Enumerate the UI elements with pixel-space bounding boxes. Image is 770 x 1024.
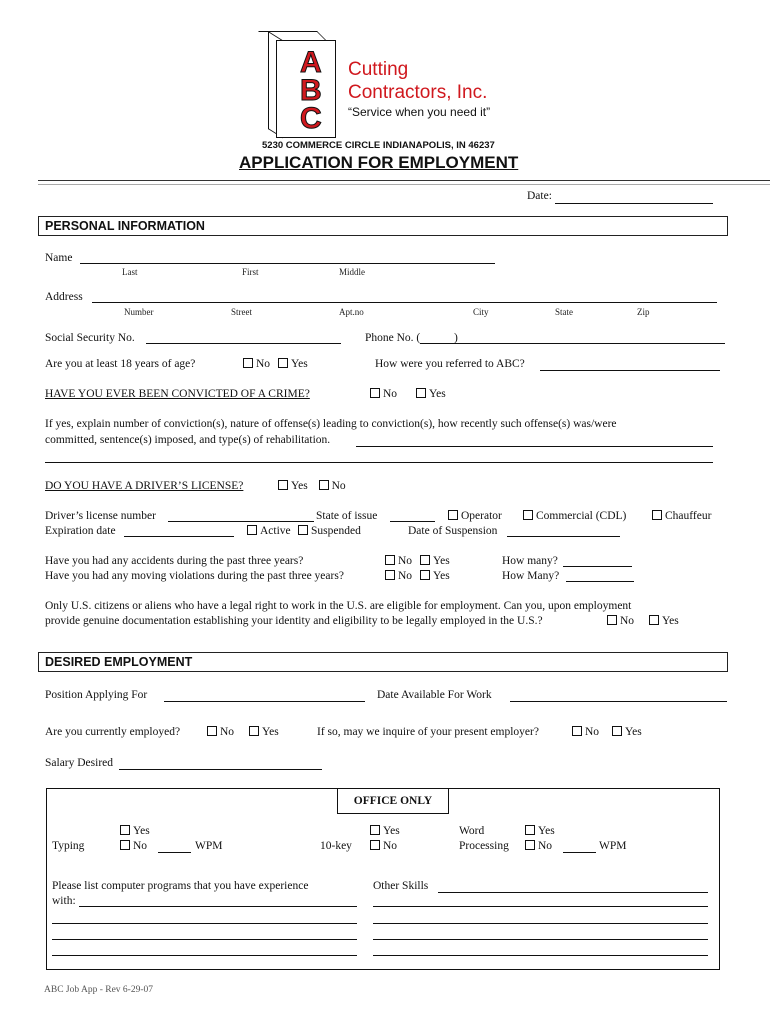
- typing-yes-checkbox[interactable]: [120, 825, 130, 835]
- state-issue-field[interactable]: [390, 521, 435, 522]
- age-no-checkbox[interactable]: [243, 358, 253, 368]
- crime-yes-label: Yes: [428, 388, 446, 400]
- date-available-label: Date Available For Work: [377, 689, 492, 701]
- address-sub-zip: Zip: [637, 307, 650, 317]
- operator-checkbox[interactable]: [448, 510, 458, 520]
- title-divider: [38, 180, 770, 181]
- office-only-title: OFFICE ONLY: [337, 788, 449, 814]
- explain-field-2[interactable]: [45, 462, 713, 463]
- active-label: Active: [260, 525, 291, 537]
- accidents-yes-checkbox[interactable]: [420, 555, 430, 565]
- company-name-line2: Contractors, Inc.: [348, 82, 488, 103]
- address-sub-city: City: [473, 307, 489, 317]
- programs-label-line2: with:: [52, 895, 76, 907]
- inquire-yes-checkbox[interactable]: [612, 726, 622, 736]
- footer-revision: ABC Job App - Rev 6-29-07: [44, 985, 153, 995]
- address-sub-number: Number: [124, 307, 154, 317]
- violations-how-many-label: How Many?: [502, 570, 560, 582]
- desired-employment-heading: DESIRED EMPLOYMENT: [38, 652, 728, 672]
- inquire-no-checkbox[interactable]: [572, 726, 582, 736]
- word-no-checkbox[interactable]: [525, 840, 535, 850]
- word-no-label: No: [538, 840, 553, 852]
- programs-field-4[interactable]: [52, 955, 357, 956]
- logo-letter-b: B: [300, 74, 322, 107]
- active-checkbox[interactable]: [247, 525, 257, 535]
- explain-text-line2: committed, sentence(s) imposed, and type(s) of rehabilitation.: [45, 434, 331, 446]
- chauffeur-checkbox[interactable]: [652, 510, 662, 520]
- address-sub-aptno: Apt.no: [339, 307, 364, 317]
- typing-yes-option: [120, 825, 150, 837]
- suspension-date-field[interactable]: [507, 536, 620, 537]
- crime-no-label: No: [383, 388, 398, 400]
- word-no-option: [525, 840, 552, 852]
- inquire-options: [572, 726, 642, 738]
- referred-label: How were you referred to ABC?: [375, 358, 525, 370]
- programs-label-line1: Please list computer programs that you have experience: [52, 880, 309, 892]
- accidents-yes-label: Yes: [432, 555, 450, 567]
- license-no-label: No: [331, 480, 346, 492]
- license-number-label: Driver’s license number: [45, 510, 156, 522]
- typing-no-label: No: [133, 840, 148, 852]
- citizen-no-checkbox[interactable]: [607, 615, 617, 625]
- employed-yes-label: Yes: [261, 726, 279, 738]
- age-no-label: No: [256, 358, 271, 370]
- age-yes-label: Yes: [290, 358, 308, 370]
- referred-field[interactable]: [540, 370, 720, 371]
- employed-question: Are you currently employed?: [45, 726, 181, 738]
- citizen-no-label: No: [620, 615, 635, 627]
- commercial-label: Commercial (CDL): [536, 510, 627, 522]
- other-skills-field-2[interactable]: [373, 906, 708, 907]
- violations-no-label: No: [398, 570, 413, 582]
- explain-field-1[interactable]: [356, 446, 713, 447]
- suspended-label: Suspended: [311, 525, 361, 537]
- other-skills-field-4[interactable]: [373, 939, 708, 940]
- crime-yes-checkbox[interactable]: [416, 388, 426, 398]
- suspended-option: [298, 525, 361, 537]
- violations-yes-checkbox[interactable]: [420, 570, 430, 580]
- crime-question: HAVE YOU EVER BEEN CONVICTED OF A CRIME?: [45, 388, 310, 400]
- citizen-text-line1: Only U.S. citizens or aliens who have a legal right to work in the U.S. are eligible for employment. Can you, upon employment: [45, 600, 632, 612]
- position-field[interactable]: [164, 701, 365, 702]
- typing-label: Typing: [52, 840, 85, 852]
- violations-yes-label: Yes: [432, 570, 450, 582]
- company-address: 5230 COMMERCE CIRCLE INDIANAPOLIS, IN 46237: [262, 140, 495, 151]
- tenkey-label: 10-key: [320, 840, 352, 852]
- operator-option: [448, 510, 502, 522]
- office-only-box: [46, 788, 720, 970]
- citizen-yes-checkbox[interactable]: [649, 615, 659, 625]
- employed-no-checkbox[interactable]: [207, 726, 217, 736]
- citizen-options: [607, 615, 679, 627]
- name-field[interactable]: [80, 263, 495, 264]
- word-label: Word: [459, 825, 485, 837]
- salary-field[interactable]: [119, 769, 322, 770]
- age-options: [243, 358, 308, 370]
- license-options: [278, 480, 346, 492]
- tenkey-no-checkbox[interactable]: [370, 840, 380, 850]
- commercial-option: [523, 510, 626, 522]
- programs-field-1[interactable]: [79, 906, 357, 907]
- company-name-line1: Cutting: [348, 59, 409, 80]
- crime-no-checkbox[interactable]: [370, 388, 380, 398]
- typing-no-checkbox[interactable]: [120, 840, 130, 850]
- inquire-no-label: No: [585, 726, 600, 738]
- tenkey-no-option: [370, 840, 397, 852]
- programs-field-2[interactable]: [52, 923, 357, 924]
- violations-question: Have you had any moving violations during the past three years?: [45, 570, 344, 582]
- employed-yes-checkbox[interactable]: [249, 726, 259, 736]
- license-yes-label: Yes: [291, 480, 308, 492]
- personal-information-heading: PERSONAL INFORMATION: [38, 216, 728, 236]
- license-no-checkbox[interactable]: [319, 480, 329, 490]
- name-sub-last: Last: [122, 267, 138, 277]
- accidents-options: [385, 555, 450, 567]
- violations-how-many-field[interactable]: [566, 581, 634, 582]
- other-skills-field-1[interactable]: [438, 892, 708, 893]
- accidents-how-many-field[interactable]: [563, 566, 632, 567]
- inquire-question: If so, may we inquire of your present employer?: [317, 726, 539, 738]
- typing-no-option: [120, 840, 147, 852]
- accidents-no-checkbox[interactable]: [385, 555, 395, 565]
- form-title: APPLICATION FOR EMPLOYMENT: [239, 153, 519, 172]
- chauffeur-option: [652, 510, 711, 522]
- processing-label: Processing: [459, 840, 509, 852]
- expiration-label: Expiration date: [45, 525, 116, 537]
- position-label: Position Applying For: [45, 689, 148, 701]
- suspended-checkbox[interactable]: [298, 525, 308, 535]
- typing-wpm-label: WPM: [195, 840, 223, 852]
- operator-label: Operator: [461, 510, 502, 522]
- accidents-no-label: No: [398, 555, 413, 567]
- other-skills-field-5[interactable]: [373, 955, 708, 956]
- date-field[interactable]: [555, 203, 713, 204]
- typing-yes-label: Yes: [133, 825, 150, 837]
- tenkey-no-label: No: [383, 840, 398, 852]
- title-divider-shadow: [38, 184, 770, 185]
- employed-options: [207, 726, 279, 738]
- accidents-question: Have you had any accidents during the past three years?: [45, 555, 304, 567]
- tenkey-yes-label: Yes: [383, 825, 400, 837]
- name-sub-middle: Middle: [339, 267, 365, 277]
- citizen-text-line2: provide genuine documentation establishing your identity and eligibility to be legally employed in the U.S.?: [45, 615, 543, 627]
- expiration-field[interactable]: [124, 536, 234, 537]
- age-question: Are you at least 18 years of age?: [45, 358, 196, 370]
- phone-label: Phone No. (: [365, 332, 421, 344]
- address-sub-street: Street: [231, 307, 252, 317]
- address-sub-state: State: [555, 307, 573, 317]
- violations-options: [385, 570, 450, 582]
- logo-letter-c: C: [300, 102, 322, 135]
- address-field[interactable]: [92, 302, 717, 303]
- violations-no-checkbox[interactable]: [385, 570, 395, 580]
- word-yes-label: Yes: [538, 825, 555, 837]
- inquire-yes-label: Yes: [624, 726, 642, 738]
- date-available-field[interactable]: [510, 701, 727, 702]
- typing-wpm-field[interactable]: [158, 852, 191, 853]
- other-skills-label: Other Skills: [373, 880, 429, 892]
- ssn-field[interactable]: [146, 343, 341, 344]
- word-yes-checkbox[interactable]: [525, 825, 535, 835]
- word-yes-option: [525, 825, 555, 837]
- employed-no-label: No: [220, 726, 235, 738]
- license-yes-checkbox[interactable]: [278, 480, 288, 490]
- word-wpm-label: WPM: [599, 840, 627, 852]
- license-number-field[interactable]: [168, 521, 314, 522]
- tenkey-yes-checkbox[interactable]: [370, 825, 380, 835]
- name-label: Name: [45, 252, 73, 264]
- phone-close: ): [454, 332, 458, 344]
- word-wpm-field[interactable]: [563, 852, 596, 853]
- active-option: [247, 525, 291, 537]
- logo-letter-a: A: [300, 46, 322, 79]
- crime-options: [370, 388, 446, 400]
- company-tagline: “Service when you need it”: [348, 105, 491, 119]
- address-label: Address: [45, 291, 83, 303]
- other-skills-field-3[interactable]: [373, 923, 708, 924]
- state-issue-label: State of issue: [316, 510, 378, 522]
- commercial-checkbox[interactable]: [523, 510, 533, 520]
- phone-field[interactable]: [420, 343, 725, 344]
- chauffeur-label: Chauffeur: [665, 510, 712, 522]
- name-sub-first: First: [242, 267, 259, 277]
- tenkey-yes-option: [370, 825, 400, 837]
- license-question: DO YOU HAVE A DRIVER’S LICENSE?: [45, 480, 244, 492]
- citizen-yes-label: Yes: [661, 615, 679, 627]
- explain-text-line1: If yes, explain number of conviction(s), nature of offense(s) leading to conviction(s), how recently such offense(s) was/were: [45, 418, 617, 430]
- age-yes-checkbox[interactable]: [278, 358, 288, 368]
- suspension-date-label: Date of Suspension: [408, 525, 498, 537]
- accidents-how-many-label: How many?: [502, 555, 558, 567]
- ssn-label: Social Security No.: [45, 332, 135, 344]
- salary-label: Salary Desired: [45, 757, 114, 769]
- programs-field-3[interactable]: [52, 939, 357, 940]
- date-label: Date:: [527, 190, 552, 202]
